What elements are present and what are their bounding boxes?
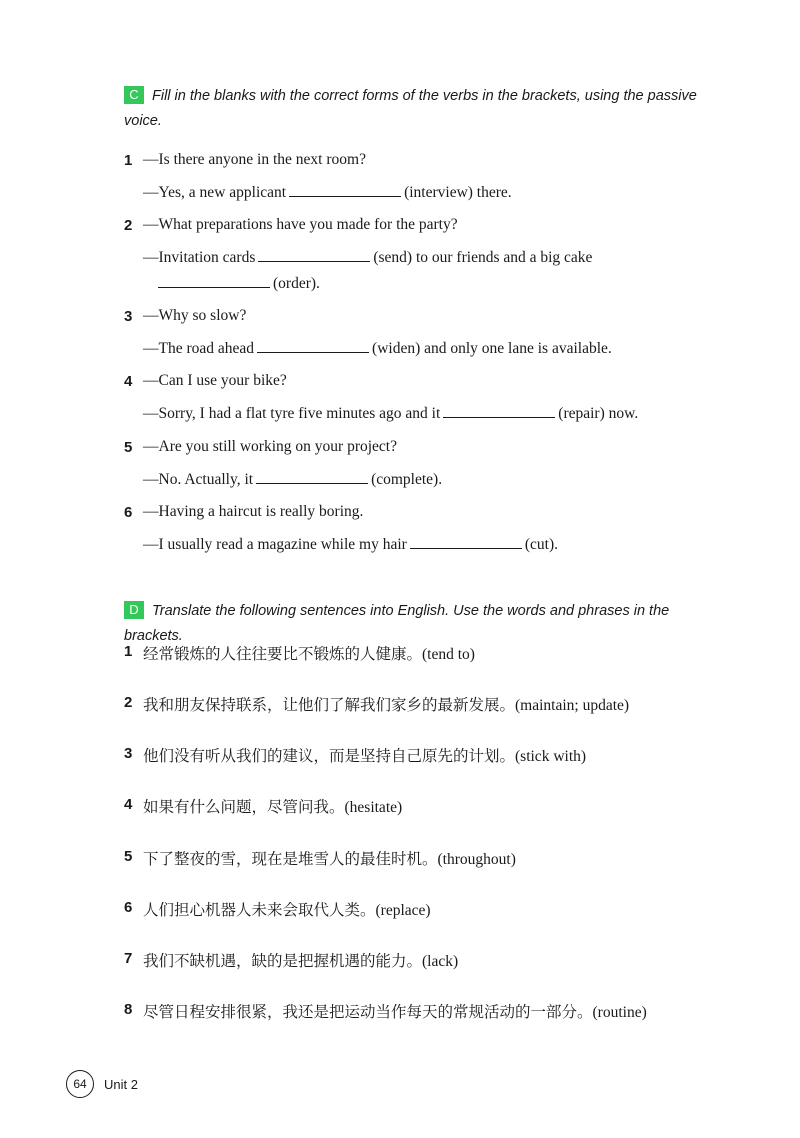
c-item-3-question: —Why so slow?: [143, 307, 247, 324]
d-item-5-text: 下了整夜的雪，现在是堆雪人的最佳时机。(throughout): [143, 851, 516, 868]
d-item-1-number: 1: [124, 643, 133, 660]
d-item-1-text: 经常锻炼的人往往要比不锻炼的人健康。(tend to): [143, 646, 475, 663]
answer-blank[interactable]: [258, 249, 370, 262]
section-c-instruction-text: Fill in the blanks with the correct forms of the verbs in the brackets, using the passive voice.: [124, 88, 697, 129]
d-item-5-number: 5: [124, 848, 133, 865]
answer-blank[interactable]: [443, 405, 555, 418]
c-item-6-answer: —I usually read a magazine while my hair (cut).: [143, 536, 558, 553]
section-c-badge: C: [124, 86, 144, 104]
answer-blank[interactable]: [257, 340, 369, 353]
d-item-6-number: 6: [124, 899, 133, 916]
c-item-6-question: —Having a haircut is really boring.: [143, 503, 364, 520]
c-item-5-question: —Are you still working on your project?: [143, 438, 397, 455]
c-item-6-number: 6: [124, 504, 133, 521]
c-item-3-answer: —The road ahead (widen) and only one lane is available.: [143, 340, 612, 357]
c-item-5-number: 5: [124, 439, 133, 456]
d-item-8-number: 8: [124, 1001, 133, 1018]
c-item-1-question: —Is there anyone in the next room?: [143, 151, 366, 168]
c-item-5-answer: —No. Actually, it (complete).: [143, 471, 443, 488]
c-item-4-number: 4: [124, 373, 133, 390]
d-item-4-text: 如果有什么问题，尽管问我。(hesitate): [143, 799, 403, 816]
c-item-2-question: —What preparations have you made for the party?: [143, 216, 458, 233]
d-item-3-text: 他们没有听从我们的建议，而是坚持自己原先的计划。(stick with): [143, 748, 587, 765]
d-item-4-number: 4: [124, 796, 133, 813]
answer-blank[interactable]: [410, 536, 522, 549]
d-item-2-text: 我和朋友保持联系，让他们了解我们家乡的最新发展。(maintain; update): [143, 697, 630, 714]
c-item-4-answer: —Sorry, I had a flat tyre five minutes ago and it (repair) now.: [143, 405, 639, 422]
page-footer: [66, 1070, 138, 1098]
answer-blank[interactable]: [289, 184, 401, 197]
page-number: 64: [66, 1070, 94, 1098]
section-c-instruction: [124, 84, 704, 134]
c-item-2-answer: —Invitation cards (send) to our friends and a big cake: [143, 249, 593, 266]
c-item-1-answer: —Yes, a new applicant (interview) there.: [143, 184, 512, 201]
c-item-3-number: 3: [124, 308, 133, 325]
d-item-6-text: 人们担心机器人未来会取代人类。(replace): [143, 902, 431, 919]
c-item-2-answer-cont: (order).: [158, 275, 320, 293]
c-item-1-number: 1: [124, 152, 133, 169]
section-d-instruction-text: Translate the following sentences into English. Use the words and phrases in the brackets.: [124, 603, 670, 644]
answer-blank[interactable]: [158, 275, 270, 288]
answer-blank[interactable]: [256, 471, 368, 484]
d-item-2-number: 2: [124, 694, 133, 711]
d-item-7-number: 7: [124, 950, 133, 967]
c-item-2-number: 2: [124, 217, 133, 234]
d-item-8-text: 尽管日程安排很紧，我还是把运动当作每天的常规活动的一部分。(routine): [143, 1004, 647, 1021]
unit-label: Unit 2: [104, 1076, 138, 1092]
c-item-4-question: —Can I use your bike?: [143, 372, 287, 389]
d-item-7-text: 我们不缺机遇，缺的是把握机遇的能力。(lack): [143, 953, 459, 970]
d-item-3-number: 3: [124, 745, 133, 762]
section-d-badge: D: [124, 601, 144, 619]
